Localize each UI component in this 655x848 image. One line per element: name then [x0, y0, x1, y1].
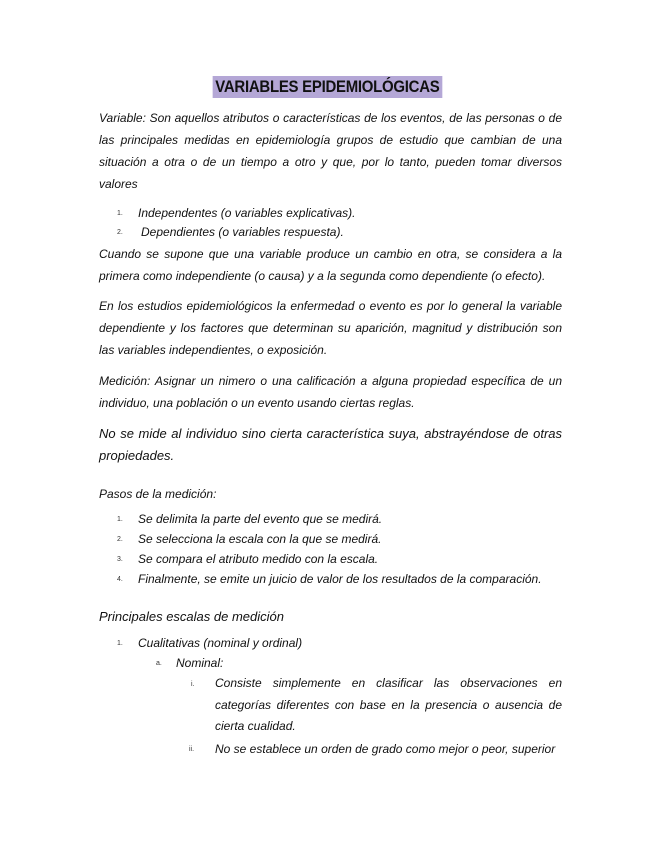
document-title: VARIABLES EPIDEMIOLÓGICAS: [213, 76, 442, 98]
list-text: Se delimita la parte del evento que se medirá.: [138, 512, 383, 526]
nominal-item-1: Consiste simplemente en clasificar las observaciones en categorías diferentes con base en la presencia o ausencia de cierta cualidad.: [215, 676, 562, 733]
scales-list: [0, 634, 655, 674]
list-number: 1.: [117, 516, 123, 523]
list-number: 4.: [117, 576, 123, 583]
list-item: [0, 510, 655, 530]
list-text: Se selecciona la escala con la que se medirá.: [138, 532, 382, 546]
list-number: 2.: [117, 536, 123, 543]
list-number: 1.: [117, 640, 123, 647]
list-item: [0, 530, 655, 550]
list-number: a.: [156, 660, 162, 667]
list-item: [0, 204, 655, 223]
scales-heading: Principales escalas de medición: [99, 609, 284, 624]
variable-types-list: [0, 204, 655, 242]
list-text: Independentes (o variables explicativas).: [138, 206, 356, 220]
list-item: [0, 654, 655, 674]
list-number: 2.: [117, 229, 123, 236]
steps-list: [0, 510, 655, 590]
sub-item-number: ii.: [189, 746, 195, 753]
measurement-paragraph: Medición: Asignar un nimero o una calificación a alguna propiedad específica de un individuo, una población o un evento usando ciertas reglas.: [99, 374, 562, 410]
steps-heading: Pasos de la medición:: [99, 487, 217, 501]
list-item: [0, 634, 655, 654]
list-item: [0, 550, 655, 570]
list-text: Se compara el atributo medido con la escala.: [138, 552, 379, 566]
epi-paragraph: En los estudios epidemiológicos la enfermedad o evento es por lo general la variable dependiente y los factores que determinan su aparición, magnitud y distribución son las variables independientes, o exposición.: [99, 299, 562, 357]
list-text: Cualitativas (nominal y ordinal): [138, 636, 303, 650]
list-text: Dependientes (o variables respuesta).: [141, 225, 344, 239]
abstraction-paragraph: No se mide al individuo sino cierta característica suya, abstrayéndose de otras propiedades.: [99, 426, 562, 463]
list-number: 1.: [117, 210, 123, 217]
sub-item-number: i.: [191, 681, 195, 688]
list-item: [0, 223, 655, 242]
intro-paragraph: Variable: Son aquellos atributos o características de los eventos, de las personas o de las principales medidas en epidemiología grupos de estudio que cambian de una situación a otra o de un tiempo a otro y que, por lo tanto, pueden tomar diversos valores: [99, 111, 562, 191]
cause-paragraph: Cuando se supone que una variable produce un cambio en otra, se considera a la primera como independiente (o causa) y a la segunda como dependiente (o efecto).: [99, 247, 562, 283]
list-item: [0, 570, 655, 590]
list-number: 3.: [117, 556, 123, 563]
title-wrap: [0, 76, 655, 98]
list-text: Nominal:: [176, 656, 224, 670]
list-text: Finalmente, se emite un juicio de valor de los resultados de la comparación.: [138, 572, 542, 586]
nominal-item-2: No se establece un orden de grado como mejor o peor, superior: [215, 742, 556, 756]
